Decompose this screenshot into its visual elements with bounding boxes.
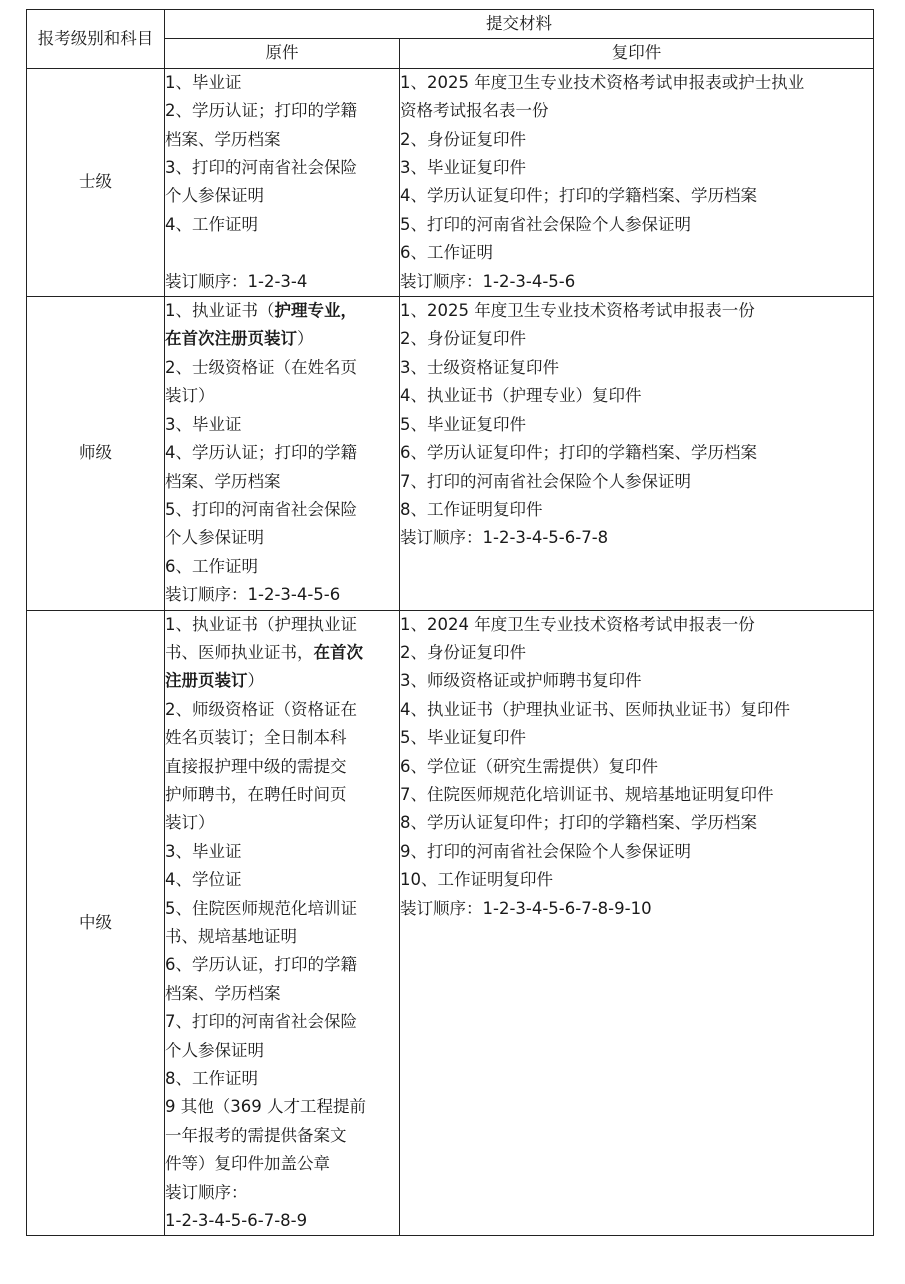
original-cell [165,610,400,1236]
list-item: 个人参保证明 [165,1040,264,1060]
list-item: 4、执业证书（护理专业）复印件 [400,386,642,406]
list-item: 6、学位证（研究生需提供）复印件 [400,756,658,776]
binding-order: 装订顺序：1-2-3-4-5-6 [165,585,341,605]
original-cell [165,68,400,296]
list-item: 2、身份证复印件 [400,642,526,662]
binding-order: 装订顺序： [165,1182,248,1202]
header-row-1 [27,10,874,39]
list-item: 档案、学历档案 [165,983,281,1003]
list-item: 1、2025 年度卫生专业技术资格考试申报表一份 [400,301,755,321]
list-item: 书、规培基地证明 [165,927,297,946]
list-item [165,639,399,667]
list-item: 9 其他（369 人才工程提前 [165,1097,366,1117]
emphasis-text: 注册页装订 [165,671,248,691]
list-item: 10、工作证明复印件 [400,870,553,890]
list-item: 件等）复印件加盖公章 [165,1154,330,1174]
list-item: 8、学历认证复印件；打印的学籍档案、学历档案 [400,813,757,833]
item-text: 书、医师执业证书， [165,642,314,662]
table-row-shiji [27,68,874,296]
list-item [165,297,399,325]
list-item: 个人参保证明 [165,528,264,548]
list-item: 9、打印的河南省社会保险个人参保证明 [400,841,691,861]
level-cell: 士级 [27,68,165,296]
blank-line [165,239,399,267]
list-item: 2、身份证复印件 [400,129,526,149]
binding-order: 装订顺序：1-2-3-4-5-6-7-8 [400,528,609,548]
original-cell [165,297,400,610]
list-item: 装订） [165,386,215,406]
list-item: 4、学历认证；打印的学籍 [165,443,357,463]
list-item: 5、毕业证复印件 [400,728,526,748]
copy-cell [400,297,874,610]
list-item: 1、执业证书（护理执业证 [165,614,357,634]
binding-order: 装订顺序：1-2-3-4 [165,271,308,291]
header-copy: 复印件 [400,39,874,68]
table-row-zhongji [27,610,874,1236]
list-item: 护师聘书，在聘任时间页 [165,784,347,804]
list-item: 6、学历认证复印件；打印的学籍档案、学历档案 [400,443,757,463]
copy-cell [400,68,874,296]
list-item: 3、毕业证复印件 [400,158,526,178]
list-item: 3、士级资格证复印件 [400,357,559,377]
list-item: 2、师级资格证（资格证在 [165,699,357,719]
list-item: 2、身份证复印件 [400,329,526,349]
copy-cell [400,610,874,1236]
list-item: 一年报考的需提供备案文 [165,1125,347,1145]
list-item: 资格考试报名表一份 [400,101,549,121]
list-item: 3、毕业证 [165,841,242,861]
list-item: 7、住院医师规范化培训证书、规培基地证明复印件 [400,784,774,804]
list-item: 8、工作证明复印件 [400,499,543,519]
binding-order: 装订顺序：1-2-3-4-5-6-7-8-9-10 [400,898,652,918]
list-item: 3、师级资格证或护师聘书复印件 [400,671,642,691]
binding-order-value: 1-2-3-4-5-6-7-8-9 [165,1211,308,1231]
list-item: 5、打印的河南省社会保险个人参保证明 [400,214,691,234]
materials-table [26,9,874,1236]
list-item: 4、执业证书（护理执业证书、医师执业证书）复印件 [400,699,790,719]
binding-order: 装订顺序：1-2-3-4-5-6 [400,271,576,291]
list-item: 个人参保证明 [165,186,264,206]
list-item: 3、打印的河南省社会保险 [165,158,357,178]
list-item: 4、学位证 [165,870,242,890]
item-text: ） [247,671,264,691]
header-original: 原件 [165,39,400,68]
emphasis-text: 护理专业， [274,301,357,321]
list-item: 装订） [165,813,215,833]
list-item: 6、学历认证，打印的学籍 [165,955,357,975]
list-item: 4、工作证明 [165,214,258,234]
emphasis-text: 在首次 [313,642,363,662]
list-item: 7、打印的河南省社会保险 [165,1012,357,1032]
list-item: 5、住院医师规范化培训证 [165,898,357,918]
list-item: 2、士级资格证（在姓名页 [165,357,357,377]
list-item [165,325,399,353]
list-item: 6、工作证明 [165,556,258,576]
item-text: 1、执业证书（ [165,301,275,321]
list-item: 5、打印的河南省社会保险 [165,499,357,519]
item-text: ） [297,329,314,349]
list-item: 4、学历认证复印件；打印的学籍档案、学历档案 [400,186,757,206]
list-item: 8、工作证明 [165,1069,258,1089]
header-level-subject: 报考级别和科目 [27,10,165,69]
level-cell: 中级 [27,610,165,1236]
list-item: 7、打印的河南省社会保险个人参保证明 [400,471,691,491]
list-item: 3、毕业证 [165,414,242,434]
header-materials: 提交材料 [165,10,874,39]
level-cell: 师级 [27,297,165,610]
emphasis-text: 在首次注册页装订 [165,329,297,349]
list-item: 直接报护理中级的需提交 [165,756,347,776]
list-item: 6、工作证明 [400,243,493,263]
list-item: 2、学历认证；打印的学籍 [165,101,357,121]
list-item: 1、2025 年度卫生专业技术资格考试申报表或护士执业 [400,72,805,92]
list-item [165,667,399,695]
list-item: 档案、学历档案 [165,471,281,491]
list-item: 5、毕业证复印件 [400,414,526,434]
table-row-shiji-2 [27,297,874,610]
list-item: 1、2024 年度卫生专业技术资格考试申报表一份 [400,614,755,634]
list-item: 档案、学历档案 [165,129,281,149]
list-item: 姓名页装订；全日制本科 [165,728,347,748]
list-item: 1、毕业证 [165,72,242,92]
